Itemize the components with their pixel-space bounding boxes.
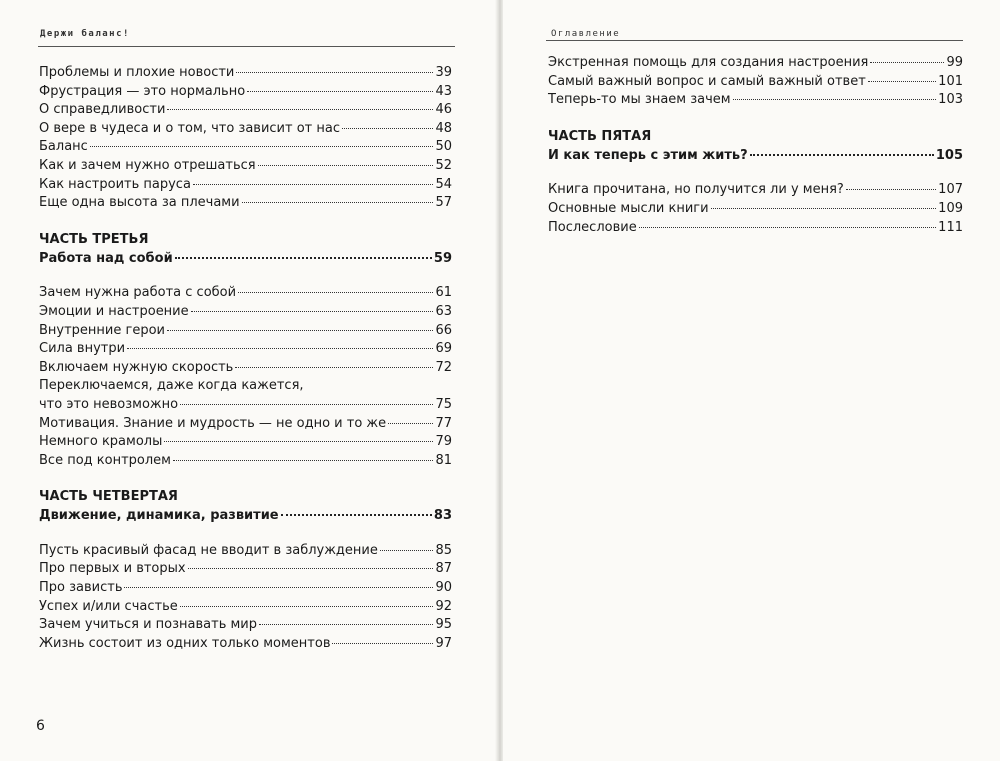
toc-entry-title: Как и зачем нужно отрешаться — [39, 157, 256, 173]
toc-entry-page: 43 — [435, 83, 452, 99]
toc-entry[interactable] — [39, 83, 452, 102]
part-page: 59 — [433, 250, 452, 266]
toc-entry[interactable] — [39, 433, 452, 452]
toc-entry-page: 107 — [938, 182, 963, 198]
toc-entry[interactable] — [39, 560, 452, 579]
toc-entry-title: Экстренная помощь для создания настроения — [548, 55, 869, 70]
dot-leader — [164, 440, 433, 442]
dot-leader — [258, 164, 434, 166]
toc-list — [39, 64, 452, 653]
dot-leader — [750, 153, 934, 156]
toc-entry-page: 50 — [435, 139, 452, 155]
dot-leader — [167, 329, 433, 331]
toc-entry[interactable] — [39, 340, 452, 359]
toc-entry[interactable] — [548, 54, 963, 73]
toc-entry[interactable] — [39, 359, 452, 378]
toc-entry[interactable] — [548, 73, 963, 92]
toc-entry[interactable] — [39, 377, 452, 414]
toc-entry-title: Баланс — [39, 139, 88, 155]
toc-entry-title: Немного крамолы — [39, 434, 163, 450]
toc-entry-title: Проблемы и плохие новости — [39, 65, 235, 80]
toc-entry-page: 87 — [435, 561, 452, 577]
toc-entry-title: Еще одна высота за плечами — [39, 195, 240, 211]
running-head: Оглавление — [551, 29, 621, 39]
toc-entry[interactable] — [39, 284, 452, 303]
toc-entry-page: 95 — [435, 617, 452, 633]
dot-leader — [238, 291, 433, 293]
toc-entry-title: Пусть красивый фасад не вводит в заблуждение — [39, 542, 378, 558]
toc-entry-page: 46 — [435, 102, 452, 118]
toc-entry-page: 77 — [435, 415, 452, 431]
toc-entry[interactable] — [39, 120, 452, 139]
toc-entry-title: Самый важный вопрос и самый важный ответ — [548, 73, 866, 89]
toc-entry-title: Жизнь состоит из одних только моментов — [39, 635, 331, 651]
dot-leader — [711, 207, 937, 209]
toc-entry[interactable] — [39, 452, 452, 471]
toc-entry[interactable] — [548, 219, 963, 238]
toc-entry-title-line2: что это невозможно — [39, 396, 179, 412]
toc-entry-title: Фрустрация — это нормально — [39, 83, 246, 99]
toc-entry-page: 79 — [435, 434, 452, 450]
toc-entry-page: 97 — [435, 635, 452, 651]
toc-entry-page: 75 — [435, 396, 452, 412]
toc-entry[interactable] — [548, 91, 963, 110]
dot-leader — [733, 98, 937, 100]
toc-entry-page: 61 — [435, 285, 452, 301]
toc-entry[interactable] — [39, 176, 452, 195]
toc-entry-page: 92 — [435, 598, 452, 614]
toc-entry-page: 72 — [435, 359, 452, 375]
dot-leader — [180, 403, 433, 405]
dot-leader — [342, 127, 433, 129]
toc-entry-page: 66 — [435, 322, 452, 338]
toc-entry-page: 103 — [938, 92, 963, 108]
toc-entry-page: 101 — [938, 73, 963, 89]
toc-entry-page: 69 — [435, 341, 452, 357]
toc-list — [548, 54, 963, 237]
dot-leader — [236, 71, 433, 73]
toc-entry-page: 48 — [435, 120, 452, 136]
dot-leader — [175, 256, 432, 259]
toc-entry[interactable] — [39, 157, 452, 176]
toc-entry[interactable] — [39, 579, 452, 598]
toc-entry-page: 81 — [435, 452, 452, 468]
toc-entry-title: Основные мысли книги — [548, 200, 709, 216]
dot-leader — [235, 366, 433, 368]
header-rule — [38, 46, 455, 47]
part-heading: ЧАСТЬ ПЯТАЯ — [548, 128, 652, 144]
dot-leader — [167, 108, 433, 110]
toc-entry[interactable] — [39, 101, 452, 120]
part-title-entry[interactable] — [39, 507, 452, 526]
toc-entry-page: 63 — [435, 303, 452, 319]
running-head: Держи баланс! — [40, 29, 130, 39]
toc-entry-title: Мотивация. Знание и мудрость — не одно и то же — [39, 415, 387, 431]
toc-entry[interactable] — [548, 200, 963, 219]
dot-leader — [242, 201, 434, 203]
dot-leader — [332, 642, 433, 644]
toc-entry[interactable] — [39, 616, 452, 635]
toc-entry-title: Успех и/или счастье — [39, 598, 178, 614]
part-title: Движение, динамика, развитие — [39, 508, 279, 524]
dot-leader — [281, 513, 432, 516]
left-page — [0, 0, 497, 761]
toc-entry-title: Включаем нужную скорость — [39, 359, 234, 375]
part-page: 83 — [433, 508, 452, 524]
part-title-entry[interactable] — [39, 250, 452, 269]
dot-leader — [124, 586, 433, 588]
toc-entry-title: Эмоции и настроение — [39, 303, 189, 319]
toc-entry-title: Внутренние герои — [39, 322, 165, 338]
dot-leader — [90, 145, 434, 147]
toc-entry-title: Зачем учиться и познавать мир — [39, 617, 257, 633]
part-heading: ЧАСТЬ ЧЕТВЕРТАЯ — [39, 489, 178, 505]
toc-entry-title: Книга прочитана, но получится ли у меня? — [548, 182, 844, 198]
dot-leader — [259, 623, 433, 625]
part-title: И как теперь с этим жить? — [548, 147, 748, 163]
dot-leader — [193, 183, 434, 185]
toc-entry[interactable] — [39, 303, 452, 322]
toc-entry-title: О вере в чудеса и о том, что зависит от нас — [39, 120, 340, 136]
toc-entry-title: Все под контролем — [39, 452, 171, 468]
toc-entry-page: 54 — [435, 176, 452, 192]
page-number: 6 — [36, 718, 45, 734]
toc-entry-page: 111 — [938, 219, 963, 235]
part-title-entry[interactable] — [548, 147, 963, 166]
part-page: 105 — [935, 147, 963, 163]
dot-leader — [127, 347, 433, 349]
toc-entry-page: 109 — [938, 200, 963, 216]
dot-leader — [639, 226, 936, 228]
part-title: Работа над собой — [39, 250, 173, 266]
dot-leader — [846, 188, 936, 190]
dot-leader — [173, 459, 433, 461]
toc-entry[interactable] — [39, 542, 452, 561]
toc-entry[interactable] — [39, 598, 452, 617]
dot-leader — [868, 80, 936, 82]
toc-entry[interactable] — [39, 138, 452, 157]
toc-entry-title: Про зависть — [39, 580, 123, 596]
dot-leader — [870, 61, 944, 63]
toc-entry[interactable] — [39, 415, 452, 434]
toc-entry-title-line1: Переключаемся, даже когда кажется, — [39, 378, 304, 394]
toc-entry-page: 99 — [946, 55, 963, 70]
dot-leader — [180, 605, 434, 607]
toc-entry-page: 39 — [435, 65, 452, 80]
toc-entry[interactable] — [39, 194, 452, 213]
toc-entry-title: Теперь-то мы знаем зачем — [548, 92, 731, 108]
toc-entry-title: Про первых и вторых — [39, 561, 186, 577]
toc-entry[interactable] — [548, 181, 963, 200]
toc-entry-page: 52 — [435, 157, 452, 173]
dot-leader — [188, 567, 434, 569]
dot-leader — [380, 549, 434, 551]
dot-leader — [191, 310, 434, 312]
toc-entry-page: 85 — [435, 542, 452, 558]
dot-leader — [388, 422, 433, 424]
toc-entry-title: Сила внутри — [39, 341, 126, 357]
toc-entry[interactable] — [39, 64, 452, 83]
right-page — [503, 0, 1000, 761]
toc-entry-page: 90 — [435, 580, 452, 596]
dot-leader — [247, 90, 433, 92]
toc-entry-page: 57 — [435, 195, 452, 211]
toc-entry-title: Как настроить паруса — [39, 176, 191, 192]
toc-entry[interactable] — [39, 322, 452, 341]
toc-entry-title: Послесловие — [548, 219, 637, 235]
toc-entry[interactable] — [39, 635, 452, 654]
part-heading: ЧАСТЬ ТРЕТЬЯ — [39, 231, 149, 247]
toc-entry-title: О справедливости — [39, 102, 166, 118]
toc-entry-title: Зачем нужна работа с собой — [39, 285, 237, 301]
header-rule — [546, 40, 963, 41]
